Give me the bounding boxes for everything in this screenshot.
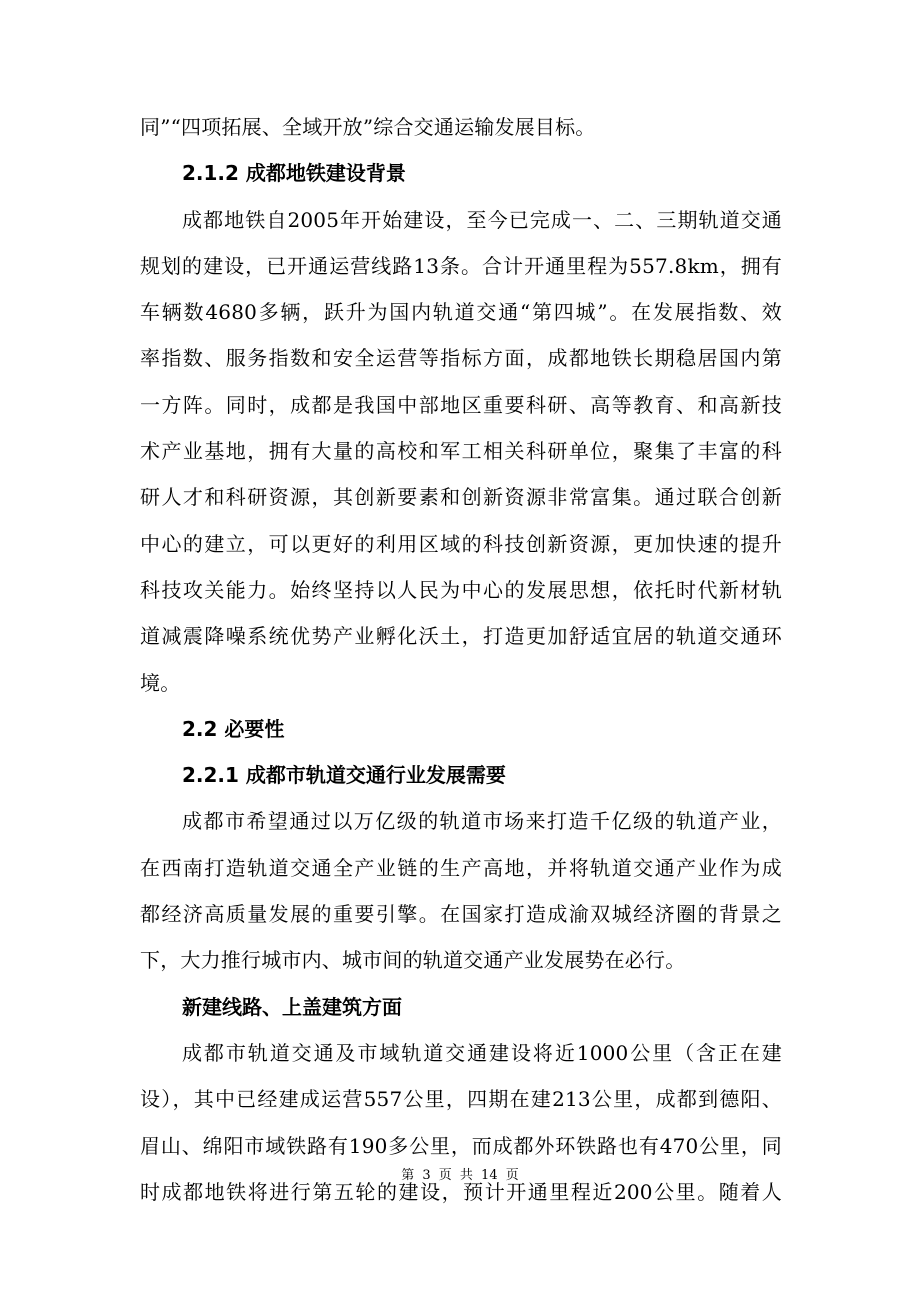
paragraph-line: 设），其中已经建成运营557公里，四期在建213公里，成都到德阳、 [140, 1087, 782, 1112]
paragraph-line: 成都地铁自2005年开始建设，至今已完成一、二、三期轨道交通 [182, 207, 782, 232]
paragraph-line: 规划的建设，已开通运营线路13条。合计开通里程为557.8km，拥有 [140, 253, 782, 278]
paragraph-line: 道减震降噪系统优势产业孵化沃土，打造更加舒适宜居的轨道交通环 [140, 624, 782, 649]
document-body [140, 104, 782, 1215]
paragraph-line: 研人才和科研资源，其创新要素和创新资源非常富集。通过联合创新 [140, 485, 782, 510]
paragraph-line: 率指数、服务指数和安全运营等指标方面，成都地铁长期稳居国内第 [140, 346, 782, 371]
paragraph-line: 成都市轨道交通及市域轨道交通建设将近1000公里（含正在建 [182, 1040, 782, 1065]
paragraph-line: 境。 [140, 670, 181, 695]
paragraph-line: 同”“四项拓展、全域开放”综合交通运输发展目标。 [140, 115, 596, 139]
paragraph-line: 在西南打造轨道交通全产业链的生产高地，并将轨道交通产业作为成 [140, 855, 782, 880]
paragraph-line: 都经济高质量发展的重要引擎。在国家打造成渝双城经济圈的背景之 [140, 902, 782, 927]
section-heading: 2.1.2 成都地铁建设背景 [182, 161, 406, 186]
paragraph-line: 眉山、绵阳市域铁路有190多公里，而成都外环铁路也有470公里，同 [140, 1133, 782, 1158]
paragraph-line: 车辆数4680多辆，跃升为国内轨道交通“第四城”。在发展指数、效 [140, 300, 782, 325]
section-heading: 新建线路、上盖建筑方面 [182, 994, 402, 1019]
section-heading: 2.2.1 成都市轨道交通行业发展需要 [182, 763, 506, 788]
paragraph-line: 中心的建立，可以更好的利用区域的科技创新资源，更加快速的提升 [140, 531, 782, 556]
section-heading: 2.2 必要性 [182, 716, 285, 741]
paragraph-line: 术产业基地，拥有大量的高校和军工相关科研单位，聚集了丰富的科 [140, 439, 782, 464]
paragraph-line: 一方阵。同时，成都是我国中部地区重要科研、高等教育、和高新技 [140, 392, 782, 417]
paragraph-line: 时成都地铁将进行第五轮的建设，预计开通里程近200公里。随着人 [140, 1179, 782, 1204]
paragraph-line: 下，大力推行城市内、城市间的轨道交通产业发展势在必行。 [140, 948, 686, 973]
paragraph-line: 科技攻关能力。始终坚持以人民为中心的发展思想，依托时代新材轨 [140, 577, 782, 602]
page-footer: 第 3 页 共 14 页 [401, 1168, 519, 1183]
paragraph-line: 成都市希望通过以万亿级的轨道市场来打造千亿级的轨道产业， [182, 809, 782, 834]
